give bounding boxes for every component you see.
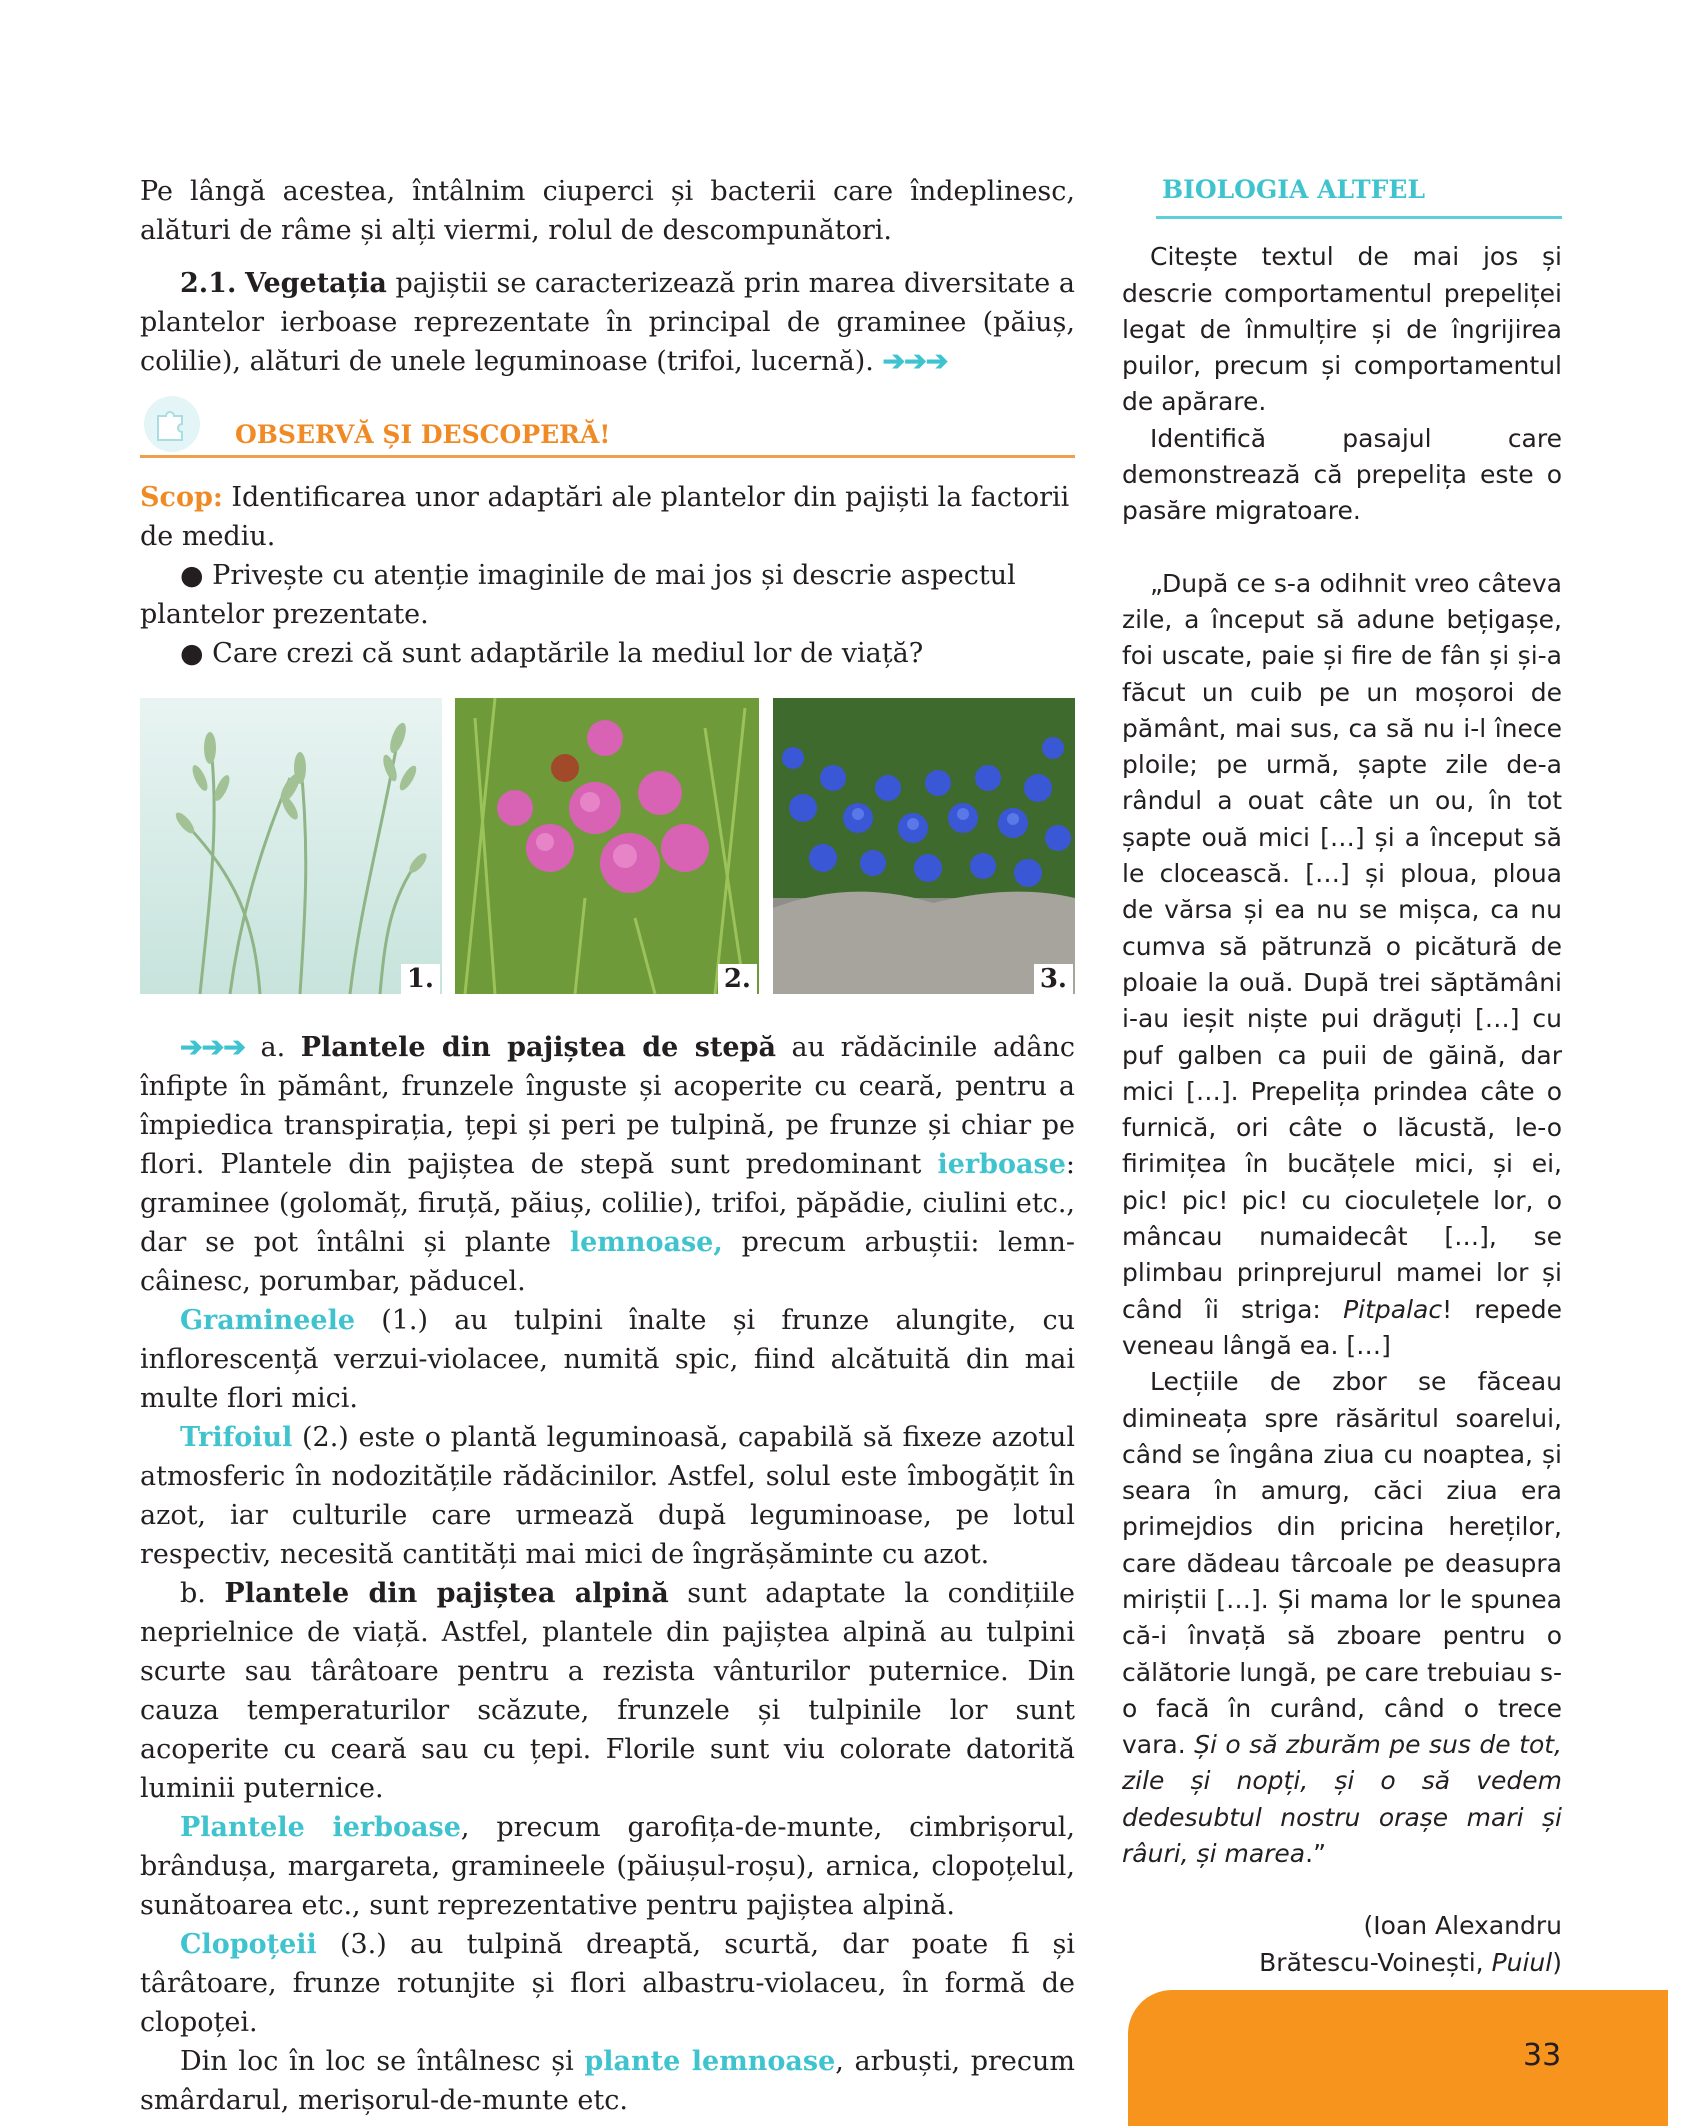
trifoi-text: (2.) este o plantă leguminoasă, capabilă să fixeze azotul atmosferic în nodozitățile rădăcinilor. Astfel, solul este îmbogățit în azot, iar culturile care urmează după leguminoase, pe lotul respectiv, necesită cantități mai mici de îngrășăminte cu azot.	[140, 1422, 1075, 1570]
sidebar-instruction-1: Citește textul de mai jos și descrie comportamentul prepeliței legat de înmulțire și de îngrijirea puilor, precum și comportamentul de apărare.	[1122, 242, 1562, 417]
item-letter-a: a.	[244, 1032, 301, 1063]
photo-label-3: 3.	[1034, 964, 1073, 994]
sidebar-biologia-altfel	[1122, 172, 1562, 1981]
quote-paragraph-2	[1122, 1364, 1562, 1872]
paragraph-herbaceous	[140, 1808, 1075, 1925]
main-column-body	[140, 1028, 1075, 2120]
paragraph-woody	[140, 2042, 1075, 2120]
alpine-text: sunt adaptate la condițiile neprielnice de viață. Astfel, plantele din pajiștea alpină au tulpini scurte sau târâtoare pentru a rezista vânturilor puternice. Din cauza temperaturilor scăzute, frunzele și tulpinile lor sunt acoperite cu ceară sau cu țepi. Florile sunt viu colorate datorită luminii puternice.	[140, 1578, 1075, 1804]
bullet-text-1: Privește cu atenție imaginile de mai jos și descrie aspectul plantelor prezentate.	[140, 560, 1016, 630]
quote-paragraph-1	[1122, 566, 1562, 1365]
bullet-item-2	[140, 634, 1075, 673]
graminee-text: (1.) au tulpini înalte și frunze alungite, cu inflorescență verzui-violacee, numită spic, fiind alcătuită din mai multe flori mici.	[140, 1305, 1075, 1414]
source-title: Puiul	[1491, 1947, 1553, 1977]
quote-text-2-italic: Și o să zburăm pe sus de tot, zile și nopți, și o să vedem dedesubtul nostru orașe mari și râuri, și marea	[1122, 1730, 1562, 1869]
woody-text-1: Din loc în loc se întâlnesc și	[180, 2046, 585, 2077]
quote-text-1-end: ! repede veneau lângă ea. […]	[1122, 1294, 1562, 1360]
paragraph-vegetation	[140, 264, 1075, 381]
scope-line	[140, 478, 1075, 556]
herbaceous-text: , precum garofița-de-munte, cimbrișorul, brândușa, margareta, gramineele (păiușul-roșu), arnica, clopoțelul, sunătoarea etc., sunt reprezentative pentru pajiștea alpină.	[140, 1812, 1075, 1921]
term-vegetatia: Vegetația	[244, 268, 387, 299]
bullet-icon: ●	[180, 638, 204, 669]
observe-discover-header	[140, 392, 1075, 458]
photo-bellflowers	[773, 698, 1075, 994]
scope-label: Scop:	[140, 482, 223, 513]
source-close: )	[1552, 1947, 1562, 1977]
item-letter-b: b.	[180, 1578, 225, 1609]
steppe-text-2: : graminee (golomăț, firuță, păiuș, colilie), trifoi, păpădie, ciulini etc., dar se pot întâlni și plante	[140, 1149, 1075, 1258]
arrows-icon: ➔➔➔	[882, 346, 948, 377]
term-clopoteii: Clopoțeii	[180, 1929, 317, 1960]
sidebar-heading-rule	[1156, 216, 1562, 219]
photo-grasses	[140, 698, 442, 994]
header-rule	[140, 455, 1075, 458]
bullet-text-2: Care crezi că sunt adaptările la mediul lor de viață?	[212, 638, 924, 669]
term-trifoiul: Trifoiul	[180, 1422, 293, 1453]
vegetation-text: pajiștii se caracterizează prin marea diversitate a plantelor ierboase reprezentate în principal de graminee (păiuș, colilie), alături de unele leguminoase (trifoi, lucernă).	[140, 268, 1075, 377]
paragraph-clopotei	[140, 1925, 1075, 2042]
bullet-icon: ●	[180, 560, 204, 591]
arrows-icon: ➔➔➔	[180, 1032, 245, 1063]
quote-source-line-1: (Ioan Alexandru	[1363, 1911, 1562, 1941]
quote-source-line-2	[1122, 1945, 1562, 1981]
term-plante-lemnoase: plante lemnoase	[584, 2046, 836, 2077]
photo-label-2: 2.	[718, 964, 757, 994]
quote-text-1: „După ce s-a odihnit vreo câteva zile, a început să adune bețigașe, foi uscate, paie și fire de fân și și-a făcut un cuib pe un moșoroi de pământ, mai sus, ca să nu i-l înece ploile; pe urmă, șapte zile de-a rândul a ouat câte un ou, în tot șapte ouă mici […] și a început să le clocească. […] și ploua, ploua de vărsa și ea nu se mișca, ca nu cumva să pătrunză o picătură de ploaie la ouă. După trei săptămâni i-au ieșit niște pui drăguți […] cu puf galben ca puii de găină, dar mici […]. Prepelița prindea câte o furnică, ori câte o lăcustă, le-o firimițea în bucățele mici, și ei, pic! pic! pic! cu cioculețele lor, o mâncau numaidecât […], se plimbau prinprejurul mamei lor și când îi striga:	[1122, 568, 1562, 1324]
photo-label-1: 1.	[401, 964, 440, 994]
paragraph-steppe	[140, 1028, 1075, 1301]
page-number: 33	[1523, 2038, 1562, 2073]
bullet-item-1	[140, 556, 1075, 634]
page-number-tab	[1128, 1990, 1668, 2126]
woody-text-2: , arbuști, precum smârdarul, merișorul-de-munte etc.	[140, 2046, 1076, 2116]
photo-clover	[455, 698, 759, 994]
activity-instructions	[140, 478, 1075, 673]
observe-discover-title: OBSERVĂ ȘI DESCOPERĂ!	[235, 420, 611, 449]
term-ierboase: ierboase	[937, 1149, 1066, 1180]
sidebar-instruction-2: Identifică pasajul care demonstrează că prepelița este o pasăre migratoare.	[1122, 423, 1562, 526]
quote-pitpalac: Pitpalac	[1343, 1294, 1443, 1324]
scope-text: Identificarea unor adaptări ale plantelor din pajiști la factorii de mediu.	[140, 482, 1070, 552]
paragraph-trifoi	[140, 1418, 1075, 1574]
main-column-top	[140, 172, 1075, 381]
steppe-text-1: au rădăcinile adânc înfipte în pământ, frunzele înguste și acoperite cu ceară, pentru a împiedica transpirația, țepi și peri pe tulpină, pe frunze și chiar pe flori. Plantele din pajiștea de stepă sunt predominant	[140, 1032, 1075, 1180]
paragraph-alpine	[140, 1574, 1075, 1808]
sidebar-heading: BIOLOGIA ALTFEL	[1162, 175, 1426, 204]
term-steppe-plants: Plantele din pajiștea de stepă	[300, 1032, 776, 1063]
clopotei-text: (3.) au tulpină dreaptă, scurtă, dar poate fi și târâtoare, frunze rotunjite și flori albastru-violaceu, în formă de clopoței.	[140, 1929, 1075, 2038]
quote-text-2: Lecțiile de zbor se făceau dimineața spre răsăritul soarelui, când se îngâna ziua cu noaptea, și seara în amurg, căci ziua era primejdios din pricina hereților, care dădeau târcoale pe deasupra miriștii […]. Și mama lor le spunea că-i învață să zboare pentru o călătorie lungă, pe care trebuiau s-o facă în curând, când o trece vara.	[1122, 1367, 1562, 1760]
paragraph-decomposers: Pe lângă acestea, întâlnim ciuperci și bacterii care îndeplinesc, alături de râme și alți viermi, rolul de descompunători.	[140, 176, 1075, 246]
quote-close: .”	[1305, 1839, 1327, 1869]
section-number: 2.1.	[180, 268, 237, 299]
term-alpine-plants: Plantele din pajiștea alpină	[224, 1578, 669, 1609]
term-plantele-ierboase: Plantele ierboase	[180, 1812, 461, 1843]
puzzle-icon	[144, 396, 200, 452]
term-gramineele: Gramineele	[180, 1305, 356, 1336]
source-author: Brătescu-Voinești,	[1259, 1947, 1492, 1977]
paragraph-graminee	[140, 1301, 1075, 1418]
term-lemnoase: lemnoase,	[569, 1227, 723, 1258]
steppe-text-3: precum arbuștii: lemn-câinesc, porumbar, păducel.	[140, 1227, 1075, 1297]
